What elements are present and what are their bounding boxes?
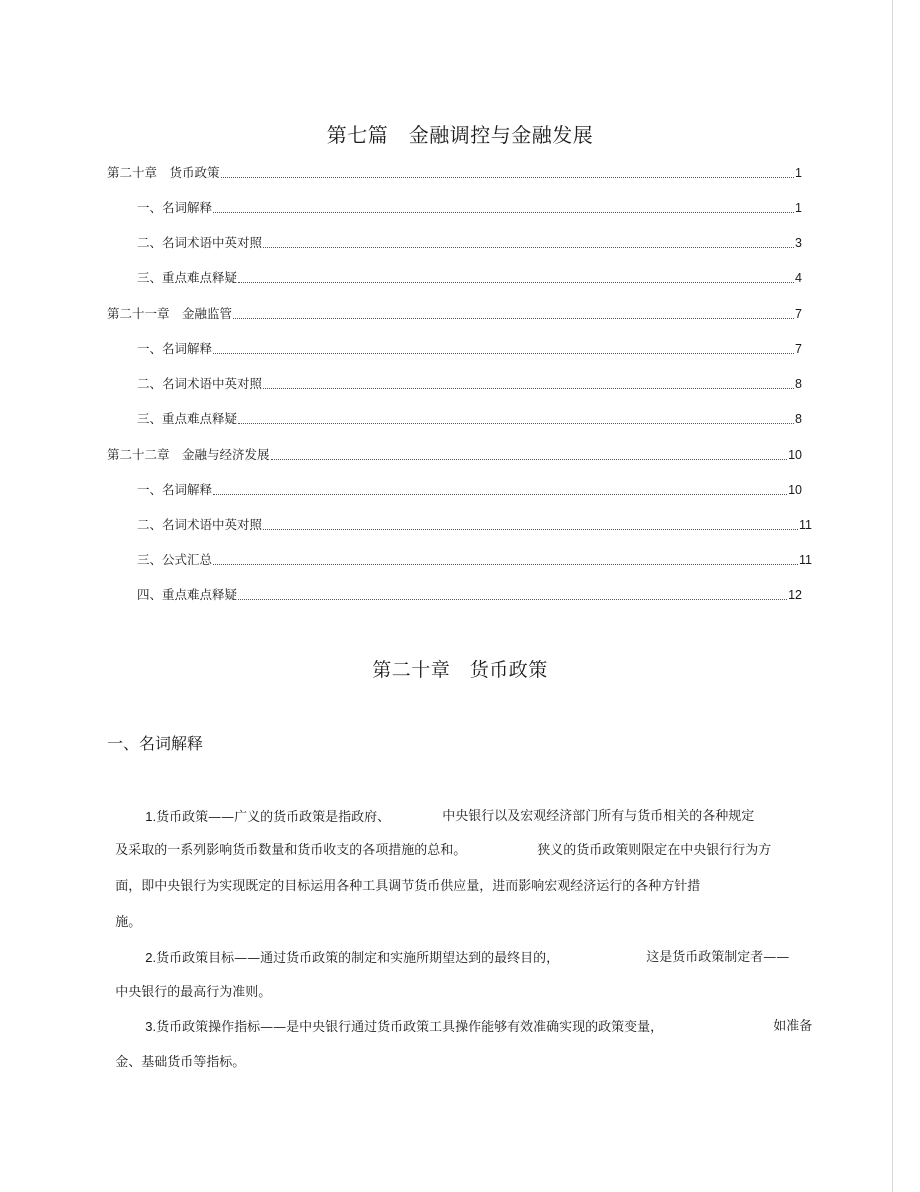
definition-number: 1. (145, 809, 157, 824)
toc-entry-label: 一、名词解释 (137, 341, 213, 356)
definition-text: 这是货币政策制定者—— (646, 950, 790, 965)
toc-entry-chapter-22[interactable] (107, 446, 802, 464)
definition-text: 货币政策——广义的货币政策是指政府、 (156, 810, 391, 825)
definition-1-line-1 (137, 790, 390, 827)
part-title: 第七篇 金融调控与金融发展 (326, 123, 594, 147)
definition-text: 施。 (115, 915, 142, 930)
definition-text: 如准备 (773, 1019, 813, 1034)
toc-dot-leader (263, 528, 798, 530)
toc-entry-chapter-20[interactable] (107, 164, 802, 182)
definition-1-line-2 (107, 824, 466, 860)
toc-dot-leader (263, 387, 794, 389)
toc-dot-leader (238, 281, 794, 283)
toc-page-number: 1 (795, 166, 802, 180)
toc-page-number: 11 (799, 553, 812, 567)
definition-text: 中央银行的最高行为准则。 (115, 985, 272, 1000)
toc-page-number: 1 (795, 201, 802, 215)
definition-1-line-2b (529, 824, 771, 860)
toc-entry-label: 三、重点难点释疑 (137, 270, 238, 285)
toc-page-number: 4 (795, 271, 802, 285)
definition-number: 2. (145, 950, 157, 965)
toc-page-number: 11 (799, 518, 812, 532)
toc-page-number: 12 (788, 588, 802, 602)
toc-entry-chapter-22-section-3[interactable] (137, 551, 812, 569)
definition-text: 货币政策操作指标——是中央银行通过货币政策工具操作能够有效准确实现的政策变量， (156, 1020, 664, 1035)
toc-dot-leader (213, 493, 787, 495)
definition-text: 中央银行以及宏观经济部门所有与货币相关的各种规定 (442, 809, 755, 824)
definition-1-line-1b (434, 790, 754, 826)
toc-entry-label: 第二十一章 金融监管 (107, 306, 233, 321)
definition-2-line-1b (638, 931, 789, 967)
toc-page-number: 7 (795, 307, 802, 321)
toc-page-number: 7 (795, 342, 802, 356)
definition-text: 金、基础货币等指标。 (115, 1055, 246, 1070)
toc-page-number: 3 (795, 236, 802, 250)
toc-dot-leader (213, 563, 798, 565)
toc-entry-chapter-21-section-2[interactable] (137, 375, 802, 393)
toc-entry-label: 三、公式汇总 (137, 552, 213, 567)
definition-3-line-2 (107, 1036, 245, 1072)
definition-2-line-2 (107, 966, 271, 1002)
toc-dot-leader (271, 458, 788, 460)
toc-page-number: 10 (788, 448, 802, 462)
toc-entry-label: 三、重点难点释疑 (137, 411, 238, 426)
toc-dot-leader (263, 246, 794, 248)
toc-entry-chapter-20-section-1[interactable] (137, 199, 802, 217)
definition-3-line-1 (137, 1000, 663, 1037)
toc-entry-label: 第二十二章 金融与经济发展 (107, 447, 270, 462)
toc-entry-chapter-21-section-3[interactable] (137, 410, 802, 428)
toc-page-number: 8 (795, 377, 802, 391)
definition-text: 狭义的货币政策则限定在中央银行行为方 (537, 843, 772, 858)
toc-dot-leader (213, 352, 794, 354)
toc-dot-leader (238, 598, 787, 600)
chapter-title: 第二十章 货币政策 (372, 659, 548, 681)
toc-entry-chapter-22-section-2[interactable] (137, 516, 812, 534)
toc-entry-chapter-22-section-1[interactable] (137, 481, 802, 499)
definition-1-line-4 (107, 896, 141, 932)
toc-dot-leader (238, 422, 794, 424)
toc-entry-chapter-21-section-1[interactable] (137, 340, 802, 358)
toc-entry-label: 二、名词术语中英对照 (137, 376, 263, 391)
toc-entry-label: 一、名词解释 (137, 200, 213, 215)
toc-page-number: 8 (795, 412, 802, 426)
toc-entry-label: 第二十章 货币政策 (107, 165, 220, 180)
toc-entry-label: 一、名词解释 (137, 482, 213, 497)
definition-1-line-3 (107, 860, 700, 896)
toc-entry-chapter-22-section-4[interactable] (137, 586, 802, 604)
toc-dot-leader (221, 176, 795, 178)
toc-dot-leader (213, 211, 794, 213)
definition-2-line-1 (137, 931, 559, 968)
definition-text: 面，即中央银行为实现既定的目标运用各种工具调节货币供应量，进而影响宏观经济运行的各种方针措 (115, 879, 701, 894)
toc-entry-label: 二、名词术语中英对照 (137, 517, 263, 532)
toc-entry-label: 四、重点难点释疑 (137, 587, 238, 602)
toc-entry-chapter-21[interactable] (107, 305, 802, 323)
toc-page-number: 10 (788, 483, 802, 497)
toc-entry-label: 二、名词术语中英对照 (137, 235, 263, 250)
definition-text: 货币政策目标——通过货币政策的制定和实施所期望达到的最终目的， (156, 951, 560, 966)
toc-entry-chapter-20-section-3[interactable] (137, 269, 802, 287)
definition-3-line-1b (765, 1000, 812, 1036)
definition-number: 3. (145, 1019, 157, 1034)
toc-dot-leader (233, 317, 794, 319)
toc-entry-chapter-20-section-2[interactable] (137, 234, 802, 252)
definition-text: 及采取的一系列影响货币数量和货币收支的各项措施的总和。 (115, 843, 467, 858)
section-heading: 一、名词解释 (107, 734, 204, 753)
